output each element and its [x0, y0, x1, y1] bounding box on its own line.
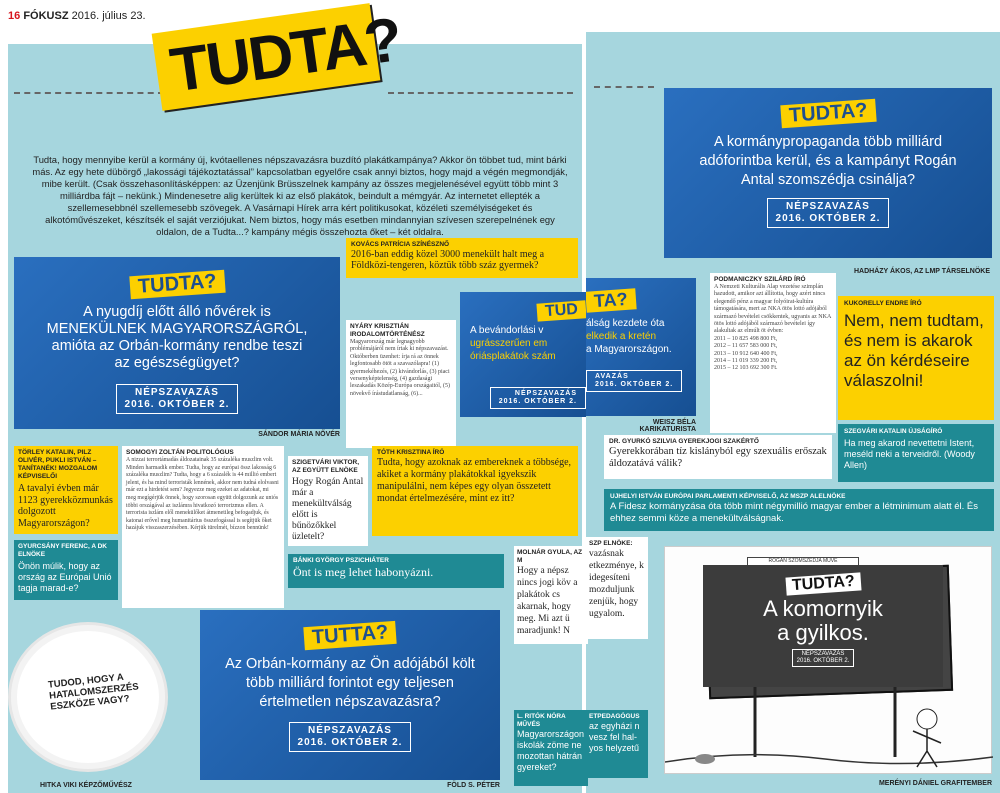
quote-nyary	[346, 320, 456, 448]
nka-row: 2015 – 12 103 692 300 Ft.	[714, 365, 778, 372]
page-header	[8, 10, 146, 22]
poster-vote-label: NÉPSZAVAZÁS	[135, 387, 219, 398]
poster-message: A kormánypropaganda több milliárd adóforintba kerül, és a kampányt Rogán Antal szomszédja csinálja?	[699, 134, 957, 188]
author-label: PODMANICZKY SZILÁRD ÍRÓ	[714, 276, 806, 283]
quote-kukorelly	[838, 296, 994, 420]
page-number: 16	[8, 10, 21, 22]
poster-fold	[200, 610, 500, 780]
credit-fold: FÖLD S. PÉTER	[447, 782, 500, 789]
cartoon-vote-label: NÉPSZAVAZÁS	[801, 651, 845, 657]
quote-text: Ha meg akarod nevettetni Istent, meséld neki a terveidről. (Woody Allen)	[844, 438, 975, 470]
credit-plate: HITKA VIKI KÉPZŐMŰVÉSZ	[40, 782, 132, 789]
poster-vote-date: 2016. OKTÓBER 2.	[297, 737, 403, 748]
quote-szegvari-katalin	[838, 424, 994, 482]
plate-artwork	[8, 622, 168, 772]
poster-line: elkedik a kretén	[586, 331, 657, 342]
dashed-rule-right	[388, 92, 573, 94]
author-label: SZP ELNÖKE:	[589, 540, 633, 547]
quote-somogyi	[122, 446, 284, 608]
poster-line: a Magyarországon.	[586, 344, 672, 355]
poster-vote-label: NÉPSZAVAZÁS	[514, 390, 577, 397]
nka-row: 2012 – 11 657 583 000 Ft,	[714, 343, 778, 350]
quote-torley	[14, 446, 118, 534]
poster-bevandorlasi	[460, 292, 586, 417]
intro-text: Tudta, hogy mennyibe kerül a kormány új, kvótaellenes népszavazásra buzdító plakátkampánya? Akkor ön többet tud, mint bárki más. Az egy hete dübörgő „lakossági tájékoztatással” kapcsolatban egyelőre csak annyi biztos, hogy majd a végén megmondják, mibe került. (Csak összehasonlításképpen: az Üzenjünk Brüsszelnek kampány az összes megjelenésével együtt több mint 3 milliárdba fájt – nekünk.) Mindenesetre alig kerültek ki az első plakátok, beindult a mémgyár. Az internetet ellepték a szellemesebbnél szellemesebb szövegek. A Vasárnapi Hírek arra kért politikusokat, közéleti személyiségeket és alkotóművészeket, készítsék el saját verziójukat. Nem biztos, hogy más esetben mindannyian szívesen szerepelnének egy oldalon, de a Tudta...? kampány mégis összehozta őket – két oldalra.	[32, 154, 568, 237]
cartoon-tag: TUDTA?	[785, 572, 861, 595]
page-title: TUDTA?	[166, 5, 405, 106]
cartoon-line: A komornyik	[763, 596, 883, 621]
cartoon-vote-date: 2016. OKTÓBER 2.	[796, 658, 850, 664]
section-name: FÓKUSZ	[23, 10, 69, 22]
quote-molnar	[514, 546, 588, 644]
poster-vote-date: 2016. OKTÓBER 2.	[124, 399, 230, 410]
plate-text: TUDOD, HOGY A HATALOMSZERZÉS ESZKÖZE VAGY?	[47, 671, 140, 713]
poster-hadhazy	[664, 88, 992, 258]
cartoon-merenyi	[664, 546, 992, 774]
nka-row: 2014 – 11 019 339 200 Ft,	[714, 358, 778, 365]
quote-text: Tudta, hogy azoknak az embereknek a többsége, akiket a kormány plakátokkal igyekszik manipulálni, nem képes egy olyan összetett mondat értelmezésére, mint ez itt?	[377, 457, 572, 504]
poster-weisz	[586, 278, 696, 416]
quote-text: A nizzai terrortámadás áldozatainak 35 százaléka muszlim volt. Minden harmadik ember. Tudta, hogy az európai össz lakosság 6 százaléka muszlim? Tudta, hogy a 6 százalék is 44 millió embert jelent, és ha mind terroristák lennének, akkor nem tudná elolvasni már ezt a hirdetést sem? Jegyezze meg ezeket az adatokat, mi meg megígérjük önnek, hogy szorosan együtt dolgozunk az uniós többi országával az iszlámra hivatkozó terrorizmus ellen. A terrorista iszlám elől menekülőket átmenetileg befogadjuk, és katonai erővel meg humanitárius összefogással is segítjük őket hazájuk visszaszerzésében. Kérjük türelmét, bízzon bennünk!	[126, 457, 279, 532]
quote-text: Nem, nem tudtam, és nem is akarok az ön kérdéseire válaszolni!	[844, 311, 984, 390]
nka-row: 2013 – 10 912 640 400 Ft,	[714, 350, 778, 357]
credit-hadhazy: HADHÁZY ÁKOS, AZ LMP TÁRSELNÖKE	[854, 268, 990, 275]
author-label: KUKORELLY ENDRE ÍRÓ	[844, 300, 922, 307]
poster-nover	[14, 257, 340, 429]
issue-date: 2016. július 23.	[71, 10, 146, 22]
poster-tag: TUD	[537, 300, 586, 321]
quote-szigetvari	[288, 456, 368, 546]
author-label: L. RITÓK NÓRA MŰVÉS	[517, 713, 566, 728]
quote-text: vazásnak etkezménye, k idegesíteni mozduljunk zenjük, hogy ugyalom.	[589, 549, 644, 619]
quote-text: Magyarországon iskolák zöme ne mozottan hátrán gyereket?	[517, 729, 585, 772]
poster-line: óriásplakátok szám	[470, 351, 556, 362]
poster-vote-label: NÉPSZAVAZÁS	[308, 725, 392, 736]
quote-text: Gyerekkorában tíz kislányból egy szexuális erőszak áldozatává válik?	[609, 446, 827, 469]
quote-text: az egyházi n vesz fel hal-yos helyzetű	[589, 721, 640, 753]
quote-text: 2016-ban eddig közel 3000 menekült halt meg a Földközi-tengeren, köztük több száz gyermek?	[351, 249, 545, 271]
credit-weisz: WEISZ BÉLA KARIKATURISTA	[639, 419, 696, 433]
quote-ritok	[514, 710, 588, 786]
poster-vote-label: NÉPSZAVAZÁS	[786, 201, 870, 212]
quote-toth	[372, 446, 578, 536]
poster-message: A nyugdíj előtt álló nővérek is MENEKÜLNEK MAGYARORSZÁGRÓL, amióta az Orbán-kormány rendbe teszi az egészségügyet?	[46, 304, 308, 371]
poster-tag: TUTTA?	[303, 621, 397, 650]
dashed-rule-left	[14, 92, 164, 94]
nka-row: 2011 – 10 825 498 800 Ft,	[714, 335, 778, 342]
author-label: KOVÁCS PATRÍCIA SZÍNÉSZNŐ	[351, 241, 450, 248]
quote-text: Magyarország már legnagyobb problémájáról nem írtak ki népszavazást. Októberben üzenhet: írja rá az önnek legfontosabb ötöt a szavazólapra! (1) gyermekéhezés, (2) kivándorlás, (3) piaci versenyképtelenség, (4) gazdasági leszakadás Közép-Európa országaitól, (5) növekvő írástudatlanság, (6)...	[350, 339, 450, 397]
quote-ujhelyi	[604, 489, 994, 531]
author-label: ETPEDAGÓGUS	[589, 713, 640, 720]
quote-text: Hogy Rogán Antal már a menekültválság előtt is bűnözőkkel üzletelt?	[292, 477, 364, 542]
quote-gyurcsany	[14, 540, 118, 600]
quote-banki	[288, 554, 504, 588]
poster-tag: TUDTA?	[129, 270, 225, 300]
quote-text: A Fidesz kormányzása óta több mint négymillió magyar ember a létminimum alatt él. És ehhez semmi köze a menekültválságnak.	[610, 501, 979, 524]
author-label: UJHELYI ISTVÁN EURÓPAI PARLAMENTI KÉPVISELŐ, AZ MSZP ALELNÖKE	[610, 493, 846, 500]
poster-vote-date: 2016. OKTÓBER 2.	[595, 381, 674, 388]
dashed-rule-right-page	[594, 86, 654, 88]
quote-text: Önön múlik, hogy az ország az Európai Unió tagja marad-e?	[18, 561, 112, 593]
author-label: TÖRLEY KATALIN, PILZ OLIVÉR, PUKLI ISTVÁN – TANÍTANÉK! MOZGALOM KÉPVISELŐI	[18, 449, 98, 480]
cartoon-line: a gyilkos.	[777, 620, 869, 645]
author-label: MOLNÁR GYULA, AZ M	[517, 549, 583, 564]
quote-ritok-right	[586, 710, 648, 778]
author-label: NYÁRY KRISZTIÁN IRODALOMTÖRTÉNÉSZ	[350, 323, 425, 338]
author-label: SOMOGYI ZOLTÁN POLITOLÓGUS	[126, 449, 234, 456]
credit-nover: SÁNDOR MÁRIA NŐVÉR	[258, 431, 340, 438]
quote-molnar-right	[586, 537, 648, 639]
poster-line: álság kezdete óta	[586, 318, 665, 329]
quote-text: A Nemzeti Kulturális Alap vezetése szimplán hazudott, amikor azt állította, hogy azért nincs elegendő pénz a magyar folyóirat-kultúra támogatására, mert az NKA ötös lottó adójából származó bevételei csökkentek, ugyanis az NKA ötös lottó adójából származó bevételei így alakultak az elmúlt öt évben:	[714, 284, 831, 335]
poster-tag: TA?	[586, 288, 636, 312]
poster-message: Az Orbán-kormány az Ön adójából költ több milliárd forintot egy teljesen értelmetlen népszavazásra?	[225, 656, 475, 710]
quote-text: Önt is meg lehet habonyázni.	[293, 565, 434, 579]
author-label: SZIGETVÁRI VIKTOR, AZ EGYÜTT ELNÖKE	[292, 459, 360, 474]
quote-gyurko	[604, 435, 832, 479]
cartoon-sign: ROGÁN SZOMSZÉDJA MŰVE	[747, 557, 859, 569]
credit-merenyi: MERÉNYI DÁNIEL GRAFITEMBER	[878, 780, 992, 787]
author-label: BÁNKI GYÖRGY PSZICHIÁTER	[293, 557, 389, 564]
quote-text: A tavalyi évben már 1123 gyerekközmunkás dolgozott Magyarországon?	[18, 483, 113, 529]
author-label: DR. GYURKÓ SZILVIA GYEREKJOGI SZAKÉRTŐ	[609, 438, 759, 445]
poster-vote-date: 2016. OKTÓBER 2.	[775, 213, 881, 224]
poster-line: ugrásszerűen em	[470, 338, 548, 349]
author-label: TÓTH KRISZTINA ÍRÓ	[377, 449, 445, 456]
quote-kovacs	[346, 238, 578, 278]
author-label: SZEGVÁRI KATALIN ÚJSÁGÍRÓ	[844, 428, 943, 435]
poster-vote-label: AVAZÁS	[595, 373, 629, 380]
cartoon-drawing	[665, 687, 993, 775]
poster-vote-date: 2016. OKTÓBER 2.	[498, 398, 577, 405]
poster-line: A bevándorlási v	[470, 325, 544, 336]
cartoon-billboard	[703, 565, 943, 687]
author-label: GYURCSÁNY FERENC, A DK ELNÖKE	[18, 543, 107, 558]
quote-text: Hogy a népsz nincs jogi köv a plakátok cs akarnak, hogy meg. Mi azt ü maradjunk! N	[517, 566, 578, 636]
quote-podmaniczky	[710, 273, 836, 433]
poster-tag: TUDTA?	[780, 99, 876, 129]
